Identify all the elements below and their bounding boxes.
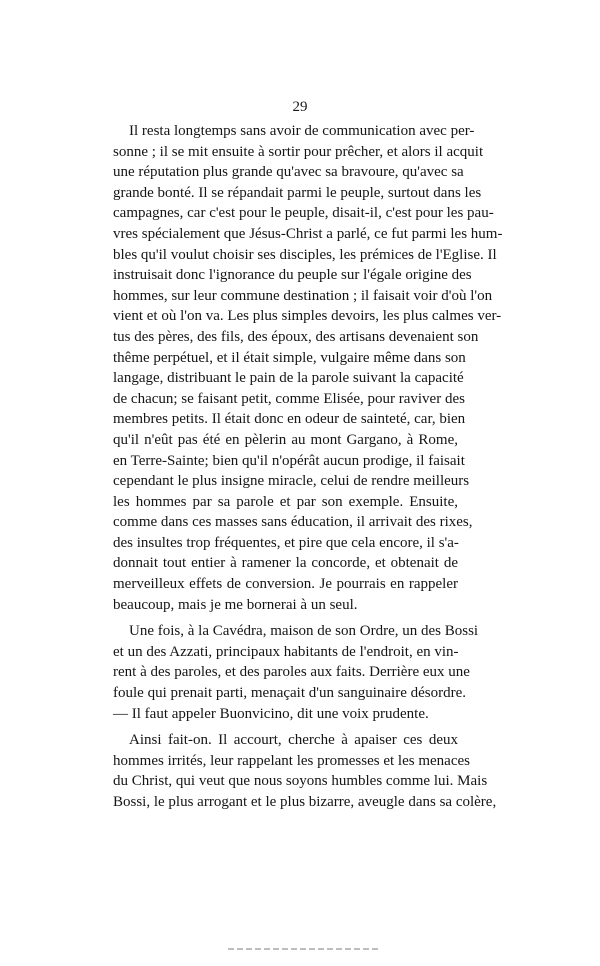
text-line: membres petits. Il était donc en odeur de sainteté, car, bien — [113, 411, 466, 428]
text-line: de chacun; se faisant petit, comme Elisée, pour raviver des — [113, 390, 465, 407]
text-line: les hommes par sa parole et par son exemple. Ensuite, — [113, 493, 458, 510]
body-text — [113, 121, 503, 813]
text-line: bles qu'il voulut choisir ses disciples, les prémices de l'Eglise. Il — [113, 246, 497, 263]
text-line: campagnes, car c'est pour le peuple, disait-il, c'est pour les pau- — [113, 205, 494, 222]
text-line: des insultes trop fréquentes, et pire que cela encore, il s'a- — [113, 534, 459, 551]
text-line: sonne ; il se mit ensuite à sortir pour prêcher, et alors il acquit — [113, 143, 484, 160]
text-line: Ainsi fait-on. Il accourt, cherche à apaiser ces deux — [129, 732, 458, 749]
text-line: vient et où l'on va. Les plus simples devoirs, les plus calmes ver- — [113, 308, 502, 325]
text-line: Il resta longtemps sans avoir de communication avec per- — [129, 123, 475, 139]
text-line: Bossi, le plus arrogant et le plus bizarre, aveugle dans sa colère, — [113, 794, 497, 810]
text-line: langage, distribuant le pain de la parole suivant la capacité — [113, 370, 464, 387]
text-line: et un des Azzati, principaux habitants de l'endroit, en vin- — [113, 643, 459, 660]
text-line: vres spécialement que Jésus-Christ a parlé, ce fut parmi les hum- — [113, 225, 503, 242]
text-line: grande bonté. Il se répandait parmi le peuple, surtout dans les — [113, 184, 482, 201]
page-number: 29 — [292, 99, 308, 115]
scan-edge-mark — [228, 948, 378, 950]
text-line: tus des pères, des fils, des époux, des artisans devenaient son — [113, 328, 479, 345]
text-line: instruisait donc l'ignorance du peuple sur l'égale origine des — [113, 267, 472, 284]
text-line: en Terre-Sainte; bien qu'il n'opérât aucun prodige, il faisait — [113, 452, 465, 469]
text-line: hommes irrités, leur rappelant les promesses et les menaces — [113, 752, 470, 769]
text-line: rent à des paroles, et des paroles aux faits. Derrière eux une — [113, 664, 470, 681]
text-line: du Christ, qui veut que nous soyons humbles comme lui. Mais — [113, 773, 488, 790]
text-line: une réputation plus grande qu'avec sa bravoure, qu'avec sa — [113, 164, 464, 181]
text-line: Une fois, à la Cavédra, maison de son Ordre, un des Bossi — [129, 623, 479, 640]
text-line: — Il faut appeler Buonvicino, dit une voix prudente. — [113, 705, 429, 722]
text-line: donnait tout entier à ramener la concorde, et obtenait de — [113, 555, 458, 572]
text-line: foule qui prenait parti, menaçait d'un sanguinaire désordre. — [113, 685, 466, 702]
text-line: merveilleux effets de conversion. Je pourrais en rappeler — [113, 576, 458, 593]
text-line: qu'il n'eût pas été en pèlerin au mont Gargano, à Rome, — [113, 431, 458, 448]
text-line: comme dans ces masses sans éducation, il arrivait des rixes, — [113, 514, 473, 531]
text-line: hommes, sur leur commune destination ; il faisait voir d'où l'on — [113, 287, 493, 304]
text-line: beaucoup, mais je me bornerai à un seul. — [113, 596, 358, 613]
text-line: cependant le plus insigne miracle, celui de rendre meilleurs — [113, 473, 470, 490]
text-line: thême perpétuel, et il était simple, vulgaire même dans son — [113, 349, 466, 366]
